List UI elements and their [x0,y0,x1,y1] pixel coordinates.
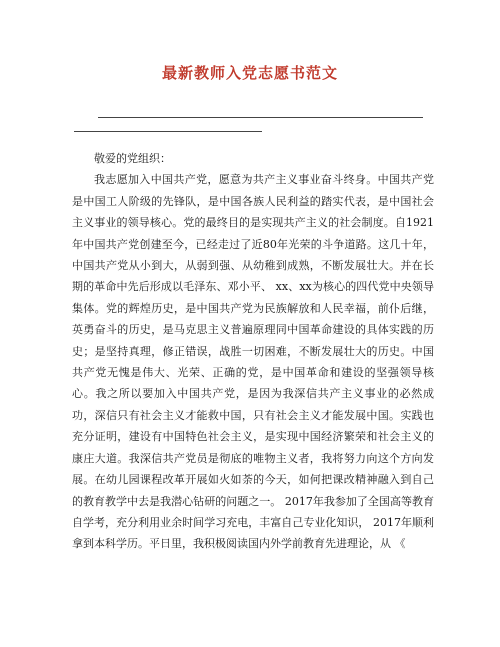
body-paragraph: 我志愿加入中国共产党，愿意为共产主义事业奋斗终身。中国共产党是中国工人阶级的先锋队，是中国各族人民利益的踏实代表，是中国社会主义事业的领导核心。党的最终目的是实现共产主义的社会制度。自1921年中国共产党创建至今，已经走过了近80年光荣的斗争道路。这几十年，中国共产党从小到大，从弱到强、从幼稚到成熟，不断发展壮大。并在长期的革命中先后形成以毛泽东、邓小平、 xx、xx为核心的四代党中央领导集体。党的辉煌历史，是中国共产党为民族解放和人民幸福，前仆后继，英勇奋斗的历史，是马克思主义普遍原理同中国革命建设的具体实践的历史；是坚持真理，修正错误，战胜一切困难，不断发展壮大的历史。中国共产党无愧是伟大、光荣、正确的党，是中国革命和建设的坚强领导核心。我之所以要加入中国共产党，是因为我深信共产主义事业的必然成功，深信只有社会主义才能救中国，只有社会主义才能发展中国。实践也充分证明，建设有中国特色社会主义，是实现中国经济繁荣和社会主义的康庄大道。我深信共产党员是彻底的唯物主义者，我将努力向这个方向发展。在幼儿园课程改革开展如火如荼的今天，如何把课改精神融入到自己的教育教学中去是我潜心钻研的问题之一。 2017年我参加了全国高等教育自学考，充分利用业余时间学习充电，丰富自己专业化知识， 2017年顺利拿到本科学历。平日里，我积极阅读国内外学前教育先进理论，从 《 [72,173,434,551]
title-underline-1 [98,117,423,118]
document-body [72,148,434,555]
document-title: 最新教师入党志愿书范文 [161,64,338,82]
greeting-line: 敬爱的党组织： [94,152,171,165]
title-underline-2 [74,131,262,132]
